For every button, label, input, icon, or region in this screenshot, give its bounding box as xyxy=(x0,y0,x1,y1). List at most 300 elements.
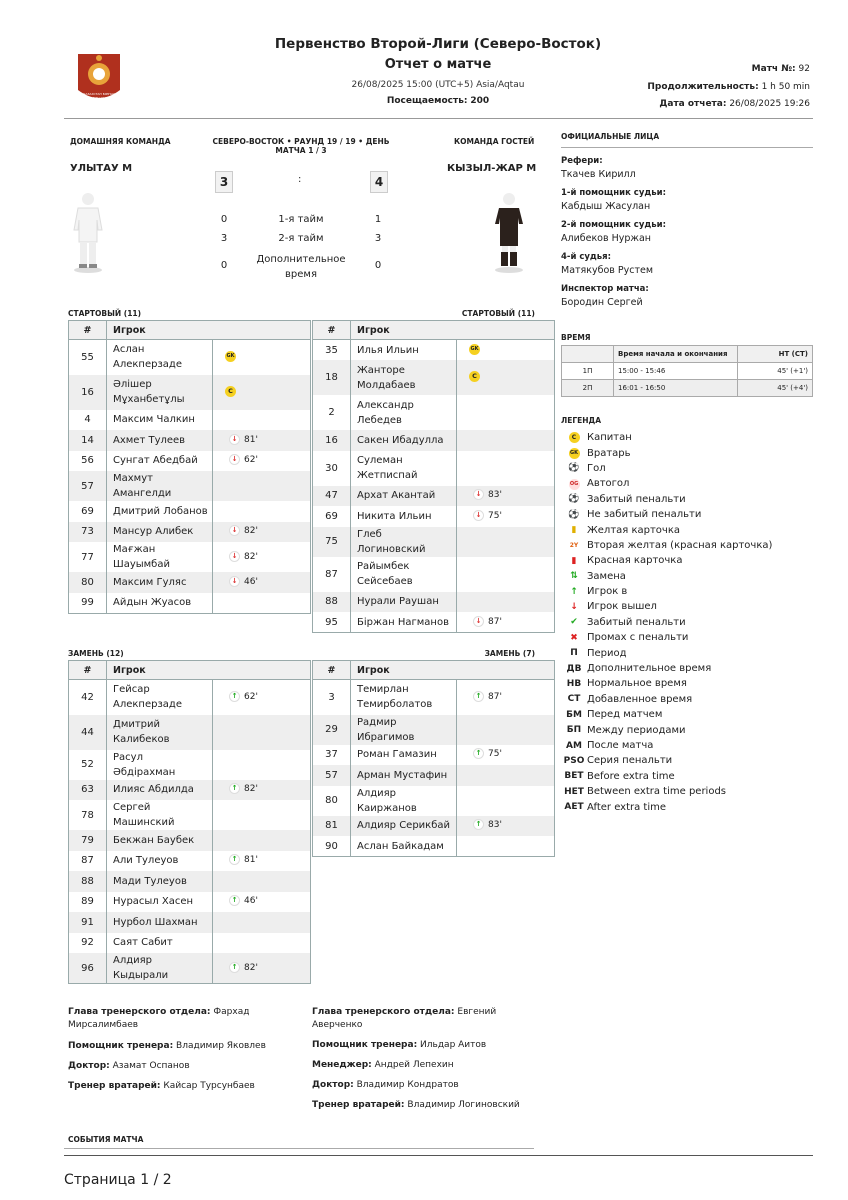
header-divider xyxy=(64,118,813,119)
legend-icon xyxy=(561,478,587,490)
staff-role: Тренер вратарей: xyxy=(312,1100,405,1110)
captain-icon: C xyxy=(225,386,236,397)
player-name: Нурали Раушан xyxy=(351,592,457,613)
player-row xyxy=(69,375,311,410)
legend-icon xyxy=(561,741,587,751)
player-number: 44 xyxy=(69,715,107,750)
player-name: Аслан Алекперзаде xyxy=(107,340,213,375)
legend-icon-glyph: БМ xyxy=(566,709,582,720)
legend-icon xyxy=(561,587,587,597)
legend-item xyxy=(561,445,813,460)
home-team-label: ДОМАШНЯЯ КОМАНДА xyxy=(70,137,171,146)
player-number: 73 xyxy=(69,522,107,543)
player-number: 79 xyxy=(69,830,107,851)
staff-role: Тренер вратарей: xyxy=(68,1081,161,1091)
player-row xyxy=(69,572,311,593)
player-row xyxy=(69,715,311,750)
staff-member xyxy=(68,1006,293,1032)
player-row xyxy=(69,871,311,892)
player-row xyxy=(69,892,311,913)
home-start-label: СТАРТОВЫЙ (11) xyxy=(68,309,142,318)
player-events xyxy=(213,451,311,472)
player-events xyxy=(457,430,555,451)
legend-icon xyxy=(561,725,587,735)
legend-icon-glyph: ↑ xyxy=(570,586,578,597)
legend-item xyxy=(561,430,813,445)
staff-name: Владимир Кондратов xyxy=(356,1080,459,1090)
time-period: 2П xyxy=(562,380,614,397)
player-row xyxy=(313,612,555,633)
legend-item xyxy=(561,630,813,645)
player-name: Саят Сабит xyxy=(107,933,213,954)
legend-label: Игрок вышел xyxy=(587,601,657,613)
player-in-icon: ↑ xyxy=(229,962,240,973)
staff-member xyxy=(68,1060,293,1073)
player-out-icon: ↓ xyxy=(229,576,240,587)
official-name: Ткачев Кирилл xyxy=(561,169,636,180)
player-events xyxy=(457,816,555,837)
period-1-home: 0 xyxy=(220,214,228,225)
player-name: Максим Чалкин xyxy=(107,410,213,431)
player-in-icon: ↑ xyxy=(473,691,484,702)
legend-icon xyxy=(561,525,587,535)
player-number: 56 xyxy=(69,451,107,472)
legend-item xyxy=(561,753,813,768)
legend-label: Перед матчем xyxy=(587,709,663,721)
officials-title: ОФИЦИАЛЬНЫЕ ЛИЦА xyxy=(561,132,660,141)
player-row xyxy=(69,593,311,614)
legend-icon-glyph: ДВ xyxy=(566,663,582,674)
goalkeeper-icon: GK xyxy=(225,351,236,362)
staff-name: Ильдар Аитов xyxy=(420,1040,487,1050)
player-row xyxy=(313,486,555,507)
period-2-home: 3 xyxy=(220,233,228,244)
staff-member xyxy=(312,1059,542,1072)
player-name: Ахмет Тулеев xyxy=(107,430,213,451)
player-number: 16 xyxy=(313,430,351,451)
player-events xyxy=(213,912,311,933)
player-row xyxy=(313,786,555,816)
player-name: Максим Гуляс xyxy=(107,572,213,593)
col-player-header: Игрок xyxy=(351,321,555,340)
player-name: Архат Акантай xyxy=(351,486,457,507)
player-events xyxy=(457,557,555,592)
player-name: Дмитрий Калибеков xyxy=(107,715,213,750)
player-name: Алдияр Каиржанов xyxy=(351,786,457,816)
player-number: 69 xyxy=(69,501,107,522)
legend-label: Between extra time periods xyxy=(587,786,727,798)
col-player-header: Игрок xyxy=(107,661,311,680)
player-name: Радмир Ибрагимов xyxy=(351,715,457,745)
home-start-table xyxy=(68,320,311,614)
player-number: 81 xyxy=(313,816,351,837)
official-role: 2-й помощник судьи: xyxy=(561,220,666,230)
player-events xyxy=(457,680,555,715)
player-events xyxy=(213,680,311,715)
period-2-away: 3 xyxy=(374,233,382,244)
legend-icon-glyph: БП xyxy=(566,725,582,736)
staff-member xyxy=(68,1040,293,1053)
player-number: 90 xyxy=(313,836,351,857)
legend-label: Гол xyxy=(587,462,606,474)
time-col-ht: НТ (СТ) xyxy=(738,346,813,363)
player-row xyxy=(313,557,555,592)
legend-item xyxy=(561,707,813,722)
player-number: 80 xyxy=(69,572,107,593)
player-name: Илияс Абдилда xyxy=(107,780,213,801)
goalkeeper-icon: GK xyxy=(469,344,480,355)
player-name: Сулеман Жетписпай xyxy=(351,451,457,486)
legend-icon xyxy=(561,648,587,658)
legend-label: После матча xyxy=(587,740,654,751)
player-name: Сергей Машинский xyxy=(107,800,213,830)
player-row xyxy=(69,680,311,715)
legend-item xyxy=(561,538,813,553)
player-number: 80 xyxy=(313,786,351,816)
legend-label: Серия пенальти xyxy=(587,755,673,767)
legend-item xyxy=(561,676,813,691)
player-row xyxy=(69,471,311,501)
away-score: 4 xyxy=(370,171,388,193)
legend-icon xyxy=(561,447,587,459)
player-number: 29 xyxy=(313,715,351,745)
match-duration: Продолжительность: 1 h 50 min xyxy=(647,82,810,92)
player-name: Сунгат Абедбай xyxy=(107,451,213,472)
staff-role: Глава тренерского отдела: xyxy=(68,1007,211,1017)
player-name: Біржан Нагманов xyxy=(351,612,457,633)
legend-item xyxy=(561,507,813,522)
player-out-icon: ↓ xyxy=(229,551,240,562)
player-events xyxy=(213,340,311,375)
player-name: Александр Лебедев xyxy=(351,395,457,430)
match-number: Матч №: 92 xyxy=(751,64,810,74)
player-out-icon: ↓ xyxy=(473,489,484,500)
player-events xyxy=(213,471,311,501)
player-number: 78 xyxy=(69,800,107,830)
time-ht: 45' (+4') xyxy=(738,380,813,397)
player-in-icon: ↑ xyxy=(229,783,240,794)
sub-minute: 82' xyxy=(244,551,258,562)
legend-icon-glyph: СТ xyxy=(567,694,581,705)
legend-icon-glyph: ✔ xyxy=(570,617,578,628)
staff-name: Азамат Оспанов xyxy=(112,1061,190,1071)
period-et-home: 0 xyxy=(220,260,228,271)
player-name: Мағжан Шауымбай xyxy=(107,542,213,572)
player-number: 77 xyxy=(69,542,107,572)
legend-icon xyxy=(561,602,587,612)
sub-minute: 62' xyxy=(244,691,258,702)
player-events xyxy=(457,451,555,486)
report-subtitle: Отчет о матче xyxy=(384,57,492,72)
player-row xyxy=(313,527,555,557)
player-events xyxy=(213,501,311,522)
legend-item xyxy=(561,769,813,784)
player-number: 91 xyxy=(69,912,107,933)
player-name: Никита Ильин xyxy=(351,506,457,527)
footer-divider xyxy=(64,1155,813,1156)
legend-icon-glyph: C xyxy=(569,432,580,443)
legend-item xyxy=(561,461,813,476)
legend-label: Желтая карточка xyxy=(587,524,680,536)
legend-icon-glyph: ⚽ xyxy=(568,463,580,474)
legend-icon-glyph: ⚽ xyxy=(568,494,580,505)
sub-minute: 62' xyxy=(244,455,258,466)
player-events xyxy=(213,871,311,892)
player-name: Алдияр Кыдырали xyxy=(107,953,213,984)
player-name: Илья Ильин xyxy=(351,340,457,361)
player-in-icon: ↑ xyxy=(229,691,240,702)
away-team-name: КЫЗЫЛ-ЖАР М xyxy=(447,163,537,174)
legend-label: Игрок в xyxy=(587,586,628,598)
legend-label: Вторая желтая (красная карточка) xyxy=(587,539,773,551)
player-events xyxy=(213,851,311,872)
player-events xyxy=(457,527,555,557)
logo-text: КАЗАХСТАН БІРІНШІ ЛИГАСЫ xyxy=(83,92,115,100)
player-name: Нурбол Шахман xyxy=(107,912,213,933)
player-row xyxy=(313,592,555,613)
staff-role: Менеджер: xyxy=(312,1060,372,1070)
legend-icon-glyph: ✖ xyxy=(570,632,578,643)
player-name: Али Тулеуов xyxy=(107,851,213,872)
player-events xyxy=(457,836,555,857)
player-number: 89 xyxy=(69,892,107,913)
player-events xyxy=(457,340,555,361)
legend-icon-glyph: АМ xyxy=(566,740,582,751)
player-events xyxy=(213,892,311,913)
player-name: Мади Тулеуов xyxy=(107,871,213,892)
home-subs-table xyxy=(68,660,311,984)
player-number: 14 xyxy=(69,430,107,451)
player-events xyxy=(457,592,555,613)
legend-item xyxy=(561,738,813,753)
legend-label: Добавленное время xyxy=(587,693,693,705)
player-row xyxy=(313,680,555,715)
staff-member xyxy=(68,1080,293,1093)
report-date: Дата отчета: 26/08/2025 19:26 xyxy=(659,99,810,109)
home-team-name: УЛЫТАУ М xyxy=(70,163,133,174)
player-number: 47 xyxy=(313,486,351,507)
staff-member xyxy=(312,1039,542,1052)
legend-icon xyxy=(561,771,587,781)
legend-icon-glyph: HET xyxy=(564,786,584,797)
staff-name: Кайсар Турсунбаев xyxy=(163,1081,255,1091)
player-name: Гейсар Алекперзаде xyxy=(107,680,213,715)
legend-icon xyxy=(561,463,587,473)
player-events xyxy=(213,410,311,431)
player-row xyxy=(313,765,555,786)
sub-minute: 83' xyxy=(488,490,502,501)
legend-icon xyxy=(561,694,587,704)
sub-minute: 87' xyxy=(488,616,502,627)
official-role: Рефери: xyxy=(561,156,603,166)
player-name: Глеб Логиновский xyxy=(351,527,457,557)
player-events xyxy=(213,375,311,410)
events-title: СОБЫТИЯ МАТЧА xyxy=(68,1135,144,1144)
legend-label: Вратарь xyxy=(587,447,631,459)
legend-item xyxy=(561,661,813,676)
player-out-icon: ↓ xyxy=(229,454,240,465)
player-events xyxy=(213,542,311,572)
player-row xyxy=(313,360,555,395)
legend-icon-glyph: BET xyxy=(564,771,584,782)
player-in-icon: ↑ xyxy=(473,748,484,759)
sub-minute: 81' xyxy=(244,855,258,866)
player-number: 99 xyxy=(69,593,107,614)
player-row xyxy=(69,501,311,522)
legend-label: Капитан xyxy=(587,432,632,444)
player-number: 88 xyxy=(313,592,351,613)
player-row xyxy=(69,750,311,780)
away-subs-table xyxy=(312,660,555,857)
staff-name: Андрей Лепехин xyxy=(374,1060,454,1070)
home-staff xyxy=(68,1006,293,1100)
player-events xyxy=(213,933,311,954)
player-out-icon: ↓ xyxy=(473,510,484,521)
legend-icon-glyph: НВ xyxy=(566,678,582,689)
staff-role: Помощник тренера: xyxy=(68,1041,174,1051)
player-events xyxy=(457,745,555,766)
player-row xyxy=(313,430,555,451)
legend-icon-glyph: PSO xyxy=(563,755,585,766)
staff-name: Фархад Мирсалимбаев xyxy=(68,1007,250,1030)
legend-icon xyxy=(561,679,587,689)
legend-label: Период xyxy=(587,647,627,659)
player-row xyxy=(313,395,555,430)
report-title: Первенство Второй-Лиги (Северо-Восток) xyxy=(274,36,602,52)
period-1-away: 1 xyxy=(374,214,382,225)
official-name: Алибеков Нуржан xyxy=(561,233,652,244)
player-row xyxy=(69,800,311,830)
player-events xyxy=(457,765,555,786)
player-number: 87 xyxy=(69,851,107,872)
staff-member xyxy=(312,1079,542,1092)
legend-icon xyxy=(561,510,587,520)
player-row xyxy=(313,836,555,857)
col-number-header: # xyxy=(313,661,351,680)
legend-icon xyxy=(561,802,587,812)
match-datetime: 26/08/2025 15:00 (UTC+5) Asia/Aqtau xyxy=(351,80,525,90)
away-kit-icon xyxy=(493,190,525,278)
sub-minute: 46' xyxy=(244,576,258,587)
player-number: 37 xyxy=(313,745,351,766)
legend-item xyxy=(561,722,813,737)
legend-item xyxy=(561,692,813,707)
legend-icon-glyph: ↓ xyxy=(570,601,578,612)
player-row xyxy=(69,542,311,572)
legend-icon xyxy=(561,494,587,504)
player-number: 92 xyxy=(69,933,107,954)
legend-label: Автогол xyxy=(587,478,630,490)
player-number: 16 xyxy=(69,375,107,410)
player-number: 2 xyxy=(313,395,351,430)
legend-label: Нормальное время xyxy=(587,678,687,690)
legend-icon-glyph: 2Y xyxy=(569,542,579,550)
attendance: Посещаемость: 200 xyxy=(386,96,490,106)
player-number: 42 xyxy=(69,680,107,715)
player-events xyxy=(457,715,555,745)
legend-icon xyxy=(561,787,587,797)
player-name: Мансур Алибек xyxy=(107,522,213,543)
time-table xyxy=(561,345,813,397)
legend-icon-glyph: GK xyxy=(569,448,580,459)
player-row xyxy=(313,715,555,745)
legend-item xyxy=(561,476,813,491)
legend-icon-glyph: ▮ xyxy=(571,525,577,536)
legend-item xyxy=(561,615,813,630)
legend-label: Не забитый пенальти xyxy=(587,509,702,521)
col-number-header: # xyxy=(313,321,351,340)
player-number: 52 xyxy=(69,750,107,780)
player-events xyxy=(457,506,555,527)
legend-item xyxy=(561,584,813,599)
legend-icon xyxy=(561,571,587,581)
away-start-table xyxy=(312,320,555,633)
legend-item xyxy=(561,645,813,660)
player-out-icon: ↓ xyxy=(473,616,484,627)
sub-minute: 82' xyxy=(244,962,258,973)
sub-minute: 75' xyxy=(488,749,502,760)
player-row xyxy=(69,451,311,472)
staff-name: Владимир Логиновский xyxy=(407,1100,520,1110)
legend-label: Забитый пенальти xyxy=(587,616,686,628)
player-number: 3 xyxy=(313,680,351,715)
page-number: Страница 1 / 2 xyxy=(64,1172,172,1188)
player-row xyxy=(69,912,311,933)
period-2-label: 2-я тайм xyxy=(278,233,324,244)
player-name: Алдияр Серикбай xyxy=(351,816,457,837)
player-number: 75 xyxy=(313,527,351,557)
away-staff xyxy=(312,1006,542,1119)
legend-icon-glyph: OG xyxy=(569,479,580,490)
sub-minute: 82' xyxy=(244,526,258,537)
player-name: Әлішер Мұханбетұлы xyxy=(107,375,213,410)
player-row xyxy=(313,816,555,837)
official-role: Инспектор матча: xyxy=(561,284,649,294)
staff-role: Глава тренерского отдела: xyxy=(312,1007,455,1017)
legend-icon-glyph: П xyxy=(570,648,578,659)
player-number: 4 xyxy=(69,410,107,431)
col-player-header: Игрок xyxy=(351,661,555,680)
player-number: 57 xyxy=(313,765,351,786)
player-out-icon: ↓ xyxy=(229,434,240,445)
legend-label: Дополнительное время xyxy=(587,663,712,675)
sub-minute: 87' xyxy=(488,691,502,702)
player-events xyxy=(457,360,555,395)
legend-icon xyxy=(561,633,587,643)
player-name: Сакен Ибадулла xyxy=(351,430,457,451)
staff-role: Доктор: xyxy=(312,1080,354,1090)
legend-icon xyxy=(561,756,587,766)
sub-minute: 82' xyxy=(244,784,258,795)
player-number: 18 xyxy=(313,360,351,395)
legend-title: ЛЕГЕНДА xyxy=(561,416,602,425)
player-row xyxy=(69,933,311,954)
player-name: Дмитрий Лобанов xyxy=(107,501,213,522)
player-number: 96 xyxy=(69,953,107,984)
player-events xyxy=(213,800,311,830)
player-number: 35 xyxy=(313,340,351,361)
legend-item xyxy=(561,569,813,584)
legend-icon-glyph: AET xyxy=(564,802,584,813)
away-start-label: СТАРТОВЫЙ (11) xyxy=(461,309,535,318)
events-divider xyxy=(64,1148,534,1149)
legend-icon xyxy=(561,664,587,674)
staff-role: Помощник тренера: xyxy=(312,1040,418,1050)
col-player-header: Игрок xyxy=(107,321,311,340)
legend-label: Красная карточка xyxy=(587,555,683,567)
time-col-range: Время начала и окончания xyxy=(614,346,738,363)
away-team-label: КОМАНДА ГОСТЕЙ xyxy=(454,137,535,146)
